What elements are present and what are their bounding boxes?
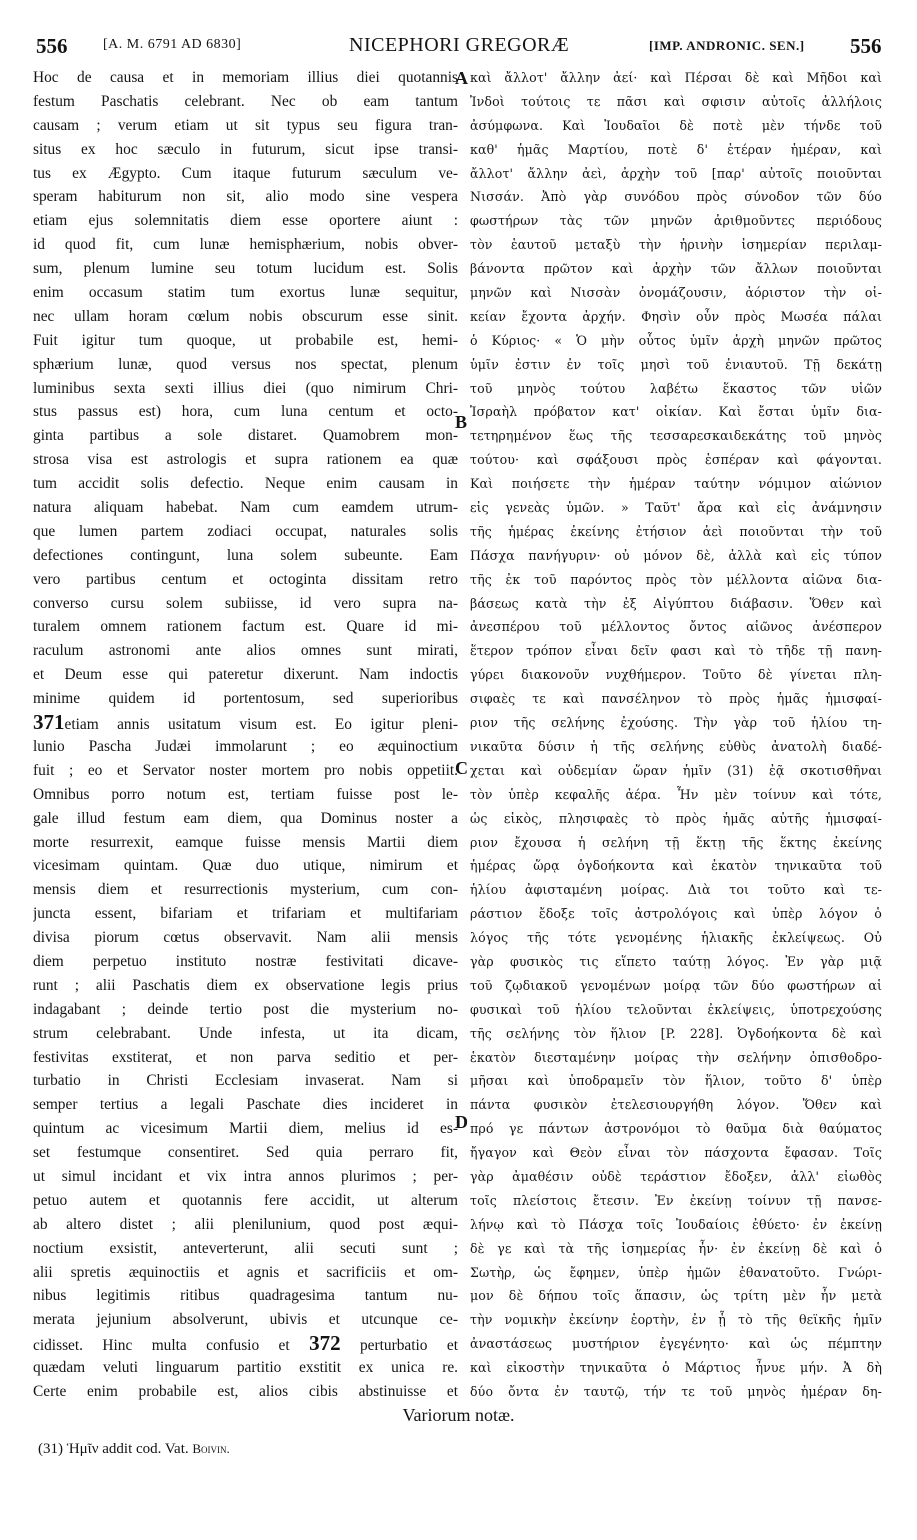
greek-column xyxy=(470,66,882,1404)
greek-line: μηνῶν καὶ Νισσὰν ὀνομάζουσιν, ἀόριστον τὴν οἰ- xyxy=(470,285,882,301)
latin-line: turalem omnem rationem factum est. Quare id mi- xyxy=(33,618,458,636)
greek-line: ἑκατὸν διεσταμένην μοίρας τὴν σελήνην ὀπισθοδρο- xyxy=(470,1049,882,1065)
latin-line: causam ; verum etiam ut sit typus seu figura tran- xyxy=(33,116,458,134)
running-title: NICEPHORI GREGORÆ xyxy=(349,34,570,56)
greek-line: ριον ἔχουσα ἡ σελήνη τῇ ἕκτῃ τῆς ἕκτης ἐκείνης xyxy=(470,834,882,850)
latin-line: vicesimam quintam. Quæ duo utique, nimirum et xyxy=(33,857,458,875)
latin-line: set festumque consentiret. Sed quia perraro fit, xyxy=(33,1144,458,1162)
latin-line: lunio Pascha Judæi immolarunt ; eo æquinoctium xyxy=(33,737,458,755)
latin-line: enim occasum statim tum exortus lunæ sequitur, xyxy=(33,284,458,302)
latin-line: mensis diem et resurrectionis mysterium, cum con- xyxy=(33,881,458,899)
latin-line: sum, plenum lumine seu totum lucidum est. Solis xyxy=(33,260,458,278)
greek-line: δύο ὄντα ἐν ταυτῷ, τήν τε τοῦ μηνὸς ἡμέραν δη- xyxy=(470,1383,882,1399)
greek-line: ριον τῆς σελήνης ἐχούσης. Τὴν γὰρ τοῦ ἡλίου τη- xyxy=(470,715,882,731)
greek-line: ἀσύμφωνα. Καὶ Ἰουδαῖοι δὲ ποτὲ μὲν τήνδε τοῦ xyxy=(470,117,882,133)
greek-line: ἤγαγον καὶ Θεὸν εἶναι τὸν πάσχοντα ἔφασαν. Τοῖς xyxy=(470,1145,882,1161)
latin-line: diem perpetuo instituto nostræ festivitati dicave- xyxy=(33,952,458,970)
latin-line: nibus legitimis ritibus quadragesima tantum nu- xyxy=(33,1287,458,1305)
footnote-31 xyxy=(38,1441,230,1458)
latin-line: id quod fit, cum lunæ hemisphærium, nobis obver- xyxy=(33,236,458,254)
greek-line: βάσεως κατὰ τὴν ἐξ Αἰγύπτου διάβασιν. Ὅθεν καὶ xyxy=(470,595,882,611)
greek-line: βάνοντα πρῶτον καὶ ἀρχὴν τῶν ἄλλων ποιοῦνται xyxy=(470,261,882,277)
latin-line: divisa piorum cœtus observavit. Nam alii mensis xyxy=(33,929,458,947)
latin-line: turbatio in Christi Ecclesiam invaserat. Nam si xyxy=(33,1072,458,1090)
latin-column xyxy=(33,66,458,1404)
greek-line: πάντα φυσικὸν ἐτελεσιουργήθη λόγον. Ὅθεν καὶ xyxy=(470,1097,882,1113)
greek-line: καὶ εἰκοστὴν τηνικαῦτα ὁ Μάρτιος ἦνυε μήν. Ἀ δὴ xyxy=(470,1360,882,1376)
greek-line: τὸν ἑαυτοῦ μεταξὺ τὴν ἠρινὴν ἰσημερίαν περιλαμ- xyxy=(470,237,882,253)
greek-line: μῆσαι καὶ ὑποδραμεῖν τὸν ἥλιον, τοῦτο δ' ὑπὲρ xyxy=(470,1073,882,1089)
greek-line: τετηρημένον ἕως τῆς τεσσαρεσκαιδεκάτης τοῦ μηνὸς xyxy=(470,428,882,444)
latin-line: que lumen partem zodiaci occupat, naturales solis xyxy=(33,522,458,540)
latin-line: morte resurrexit, eamque fuisse mensis Martii diem xyxy=(33,833,458,851)
greek-line: πρό γε πάντων ἀστρονόμοι τὸ θαῦμα διὰ θαύματος xyxy=(470,1121,882,1137)
latin-line: fuit ; eo et Servator noster mortem pro nobis oppetiit. xyxy=(33,761,458,779)
running-header xyxy=(0,34,917,64)
latin-line: festivitas exstiterat, et non parva seditio et per- xyxy=(33,1048,458,1066)
section-marker-b: B xyxy=(455,412,468,432)
latin-line: strosa visa est astrologis et supra rationem ea quæ xyxy=(33,451,458,469)
greek-line: νικαῦτα δύσιν ἡ τῆς σελήνης εὐθὺς ἀνατολὴ διαδέ- xyxy=(470,738,882,754)
greek-line: καθ' ἡμᾶς Μαρτίου, ποτὲ δ' ἑτέραν ἡμέραν, καὶ xyxy=(470,141,882,157)
greek-line: εἰς γενεὰς ὑμῶν. » Ταῦτ' ἄρα καὶ εἰς ἀνάμνησιν xyxy=(470,500,882,516)
latin-line: vero partibus centum et octoginta dissitam retro xyxy=(33,570,458,588)
greek-line: τοῦ ζῳδιακοῦ γενομένων μοίρᾳ τῶν δύο φωστήρων αἱ xyxy=(470,977,882,993)
latin-line: juncta essent, bifariam et trifariam et multifariam xyxy=(33,905,458,923)
greek-line: Ἰνδοὶ τούτοις τε πᾶσι καὶ σφισιν αὐτοῖς ἀλλήλοις xyxy=(470,93,882,109)
column-number-371: 371 xyxy=(33,711,65,735)
greek-line: ἡμέρας ὥρᾳ ὀγδοήκοντα καὶ ἑκατὸν τηνικαῦτα τοῦ xyxy=(470,858,882,874)
page-number-left: 556 xyxy=(36,34,68,58)
latin-line: semper tertius a legali Paschate dies incideret in xyxy=(33,1096,458,1114)
latin-line: sphærium lunæ, quod versus nos spectat, plenum xyxy=(33,355,458,373)
latin-line: Omnibus porro notum est, tertiam fuisse post le- xyxy=(33,785,458,803)
latin-line: situs ex hoc sæculo in futurum, sicut ipse transi- xyxy=(33,140,458,158)
latin-line: quædam veluti linguarum partitio exstitit ex unica re. xyxy=(33,1359,458,1377)
greek-line: ἕτερον τρόπον εἶναι δεῖν φασι καὶ τὸ τῆδε τῇ πανη- xyxy=(470,643,882,659)
greek-line: ὡς εἰκὸς, πλησιφαὲς τὸ πρὸς ἡμᾶς αὐτῆς ἡμισφαί- xyxy=(470,810,882,826)
latin-line: petuo autem et quotannis fere accidit, ut alterum xyxy=(33,1191,458,1209)
greek-line: Καὶ ποιήσετε τὴν ἡμέραν ταύτην νόμιμον αἰώνιον xyxy=(470,476,882,492)
greek-line: Πάσχα πανήγυριν· οὐ μόνον δὲ, ἀλλὰ καὶ εἰς τύπον xyxy=(470,547,882,563)
greek-line: τούτου· καὶ σφάξουσι πρὸς ἑσπέραν καὶ φάγονται. xyxy=(470,452,882,468)
greek-line: χεται καὶ οὐδεμίαν ὥραν ἡμῖν (31) ἐᾷ σκοτισθῆναι xyxy=(470,762,882,778)
latin-line: luminibus sexta sexti illius diei (quo nimirum Chri- xyxy=(33,379,458,397)
greek-line: Νισσάν. Ἀπὸ γὰρ συνόδου πρὸς σύνοδον τῶν δύο xyxy=(470,189,882,205)
latin-line: runt ; alii Paschatis diem ex observatione legis prius xyxy=(33,976,458,994)
greek-line: τῆς σελήνης τὸν ἥλιον [P. 228]. Ὀγδοήκοντα δὲ καὶ xyxy=(470,1025,882,1041)
column-number-372: 372 xyxy=(309,1332,341,1356)
latin-line: Certe enim probabile est, alios cibis abstinuisse et xyxy=(33,1382,458,1400)
latin-line: et Deum esse qui pateretur dixerunt. Nam indoctis xyxy=(33,666,458,684)
latin-line xyxy=(33,711,458,735)
reign-label: [IMP. ANDRONIC. SEN.] xyxy=(649,38,805,53)
latin-line: etiam ejus solemnitatis diem esse oportere aiunt : xyxy=(33,212,458,230)
latin-line: tum accidit solis defectio. Neque enim causam in xyxy=(33,475,458,493)
footnote-text: (31) Ἡμῖν addit cod. Vat. xyxy=(38,1441,189,1457)
latin-line: stus passus est) hora, cum luna centum et octo- xyxy=(33,403,458,421)
latin-line: quintum ac vicesimum Martii diem, melius id es- xyxy=(33,1120,458,1138)
greek-line: καὶ ἄλλοτ' ἄλλην ἀεί· καὶ Πέρσαι δὲ καὶ Μῆδοι καὶ xyxy=(470,70,882,85)
greek-line: ἀνεσπέρου τοῦ μέλλοντος ὄντος αἰῶνος ἀνέσπερον xyxy=(470,619,882,635)
section-marker-c: C xyxy=(455,758,468,778)
greek-line: ἄλλοτ' ἄλλην ἀεὶ, ἀρχὴν τοῦ [παρ' αὐτοῖς ποιοῦνται xyxy=(470,165,882,181)
greek-line: ὑμῖν ἐστιν ἐν τοῖς μησὶ τοῦ ἐνιαυτοῦ. Τῇ δεκάτῃ xyxy=(470,356,882,372)
section-marker-d: D xyxy=(455,1112,468,1132)
greek-line: τῆς ἐκ τοῦ παρόντος πρὸς τὸν μέλλοντα αἰῶνα δια- xyxy=(470,571,882,587)
greek-line: ἡλίου ἀφισταμένη μοίρας. Διὰ τοι τοῦτο καὶ τε- xyxy=(470,882,882,898)
latin-line-text: cidisset. Hinc multa confusio et xyxy=(33,1337,290,1355)
notes-heading: Variorum notæ. xyxy=(402,1405,515,1425)
latin-line: alii spretis æquinoctiis et agnis et sacrificiis et om- xyxy=(33,1263,458,1281)
greek-line: τὴν νομικὴν ἐκείνην ἑορτὴν, ἐν ᾗ τὸ τῆς θεϊκῆς ἡμῖν xyxy=(470,1312,882,1328)
greek-line: Σωτὴρ, ὡς ἔφημεν, ὑπὲρ ἡμῶν ἐθανατοῦτο. Γνώρι- xyxy=(470,1264,882,1280)
latin-line-text: perturbatio et xyxy=(359,1337,458,1355)
latin-line: nec ullam horam cœlum nobis obscurum esse sinit. xyxy=(33,307,458,325)
greek-line: φυσικαὶ τοῦ ἡλίου τελοῦνται ἐκλείψεις, ὑποτρεχούσης xyxy=(470,1001,882,1017)
greek-line: σιφαὲς τε καὶ πανσέληνον τὸ πρὸς ἡμᾶς ἡμισφαί- xyxy=(470,691,882,707)
greek-line: τοῖς πλείστοις ἔτεσιν. Ἐν ἐκείνῃ τοίνυν τῇ πανσε- xyxy=(470,1192,882,1208)
latin-line: minime quidem id portentosum, sed superioribus xyxy=(33,690,458,708)
greek-line: ἀναστάσεως μυστήριον ἐγεγένητο· καὶ ὡς πέμπτην xyxy=(470,1336,882,1352)
page-number-right: 556 xyxy=(850,34,882,58)
latin-line: noctium exsistit, anteverterunt, alii secuti sunt ; xyxy=(33,1239,458,1257)
latin-line: indagabant ; deinde tertio post die mysterium no- xyxy=(33,1000,458,1018)
latin-line: speram habiturum non sit, alio modo sine vespera xyxy=(33,188,458,206)
greek-line: λήνῳ καὶ τὸ Πάσχα τοῖς Ἰουδαίοις ἐθύετο· ἐν ἐκείνῃ xyxy=(470,1216,882,1232)
greek-line: γύρει διακονοῦν νυχθήμερον. Τοῦτο δὲ γίνεται πλη- xyxy=(470,667,882,683)
latin-line: Hoc de causa et in memoriam illius diei quotannis xyxy=(33,69,458,86)
latin-line: Fuit igitur tum quoque, ut probabile est, hemi- xyxy=(33,331,458,349)
latin-line: converso cursu solem subiisse, id vero supra na- xyxy=(33,594,458,612)
latin-line: raculum astronomi ante alios omnes sunt mirati, xyxy=(33,642,458,660)
latin-line: festum Paschatis celebrant. Nec ob eam tantum xyxy=(33,92,458,110)
latin-line: strum celebrabant. Unde infesta, ut ita dicam, xyxy=(33,1024,458,1042)
latin-line: ut simul incidant et vix intra annos plurimos ; per- xyxy=(33,1167,458,1185)
latin-line: merata jejunium absolverunt, ubivis et utcunque ce- xyxy=(33,1311,458,1329)
greek-line: γὰρ ἀμαθέσιν οὐδὲ τεράστιον ἔδοξεν, ἀλλ' εἰωθὸς xyxy=(470,1168,882,1184)
latin-line: ginta partibus a sole distaret. Quamobrem mon- xyxy=(33,427,458,445)
greek-line: μον δὲ δήπου τοῖς ἅπασιν, ὡς τρίτη μὲν ἦν μετὰ xyxy=(470,1288,882,1304)
latin-line: ab altero distet ; alii plenilunium, quod post æqui- xyxy=(33,1215,458,1233)
latin-line: gale illud festum eam diem, qua Dominus noster a xyxy=(33,809,458,827)
latin-line-text: etiam annis usitatum visum est. Eo igitur pleni- xyxy=(64,716,458,734)
footnote-author: Boivin. xyxy=(192,1441,230,1456)
section-marker-a: A xyxy=(455,68,468,88)
greek-line: τὸν ὑπὲρ κεφαλῆς ἀέρα. Ἦν μὲν τοίνυν καὶ τότε, xyxy=(470,786,882,802)
greek-line: δὲ γε καὶ τὰ τῆς ἰσημερίας ἦν· ἐν ἐκείνῃ δὲ καὶ ὁ xyxy=(470,1240,882,1256)
latin-line: tus ex Ægypto. Cum itaque futurum sæculum ve- xyxy=(33,164,458,182)
greek-line: φωστήρων τὰς τῶν μηνῶν ἀριθμοῦντες περιόδους xyxy=(470,213,882,229)
greek-line: τοῦ μηνὸς τούτου λαβέτω ἕκαστος τῶν υἱῶν xyxy=(470,380,882,396)
greek-line: ὁ Κύριος· « Ὁ μὴν οὗτος ὑμῖν ἀρχὴ μηνῶν πρῶτος xyxy=(470,332,882,348)
latin-line xyxy=(33,1332,458,1356)
greek-line: λόγος τῆς τότε γενομένης ἡλιακῆς ἐκλείψεως. Οὐ xyxy=(470,930,882,946)
greek-line: ράστιον ἔδοξε τοῖς ἀστρολόγοις καὶ ὑπὲρ λόγον ὁ xyxy=(470,906,882,922)
greek-line: τῆς ἡμέρας ἐκείνης ἐτήσιον ἀεὶ ποιοῦνται τὴν τοῦ xyxy=(470,523,882,539)
latin-line: defectiones contingunt, luna solem subeunte. Eam xyxy=(33,546,458,564)
greek-line: Ἰσραὴλ πρόβατον κατ' οἰκίαν. Καὶ ἔσται ὑμῖν δια- xyxy=(470,404,882,420)
latin-line: natura aliquam habebat. Nam cum eamdem utrum- xyxy=(33,499,458,517)
greek-line: κείαν ἔχοντα ἀρχήν. Φησὶν οὖν πρὸς Μωσέα πάλαι xyxy=(470,308,882,324)
date-range: [A. M. 6791 AD 6830] xyxy=(103,37,242,52)
greek-line: γὰρ φυσικὸς τις εἵπετο ταύτῃ λόγος. Ἐν γὰρ μιᾷ xyxy=(470,953,882,969)
